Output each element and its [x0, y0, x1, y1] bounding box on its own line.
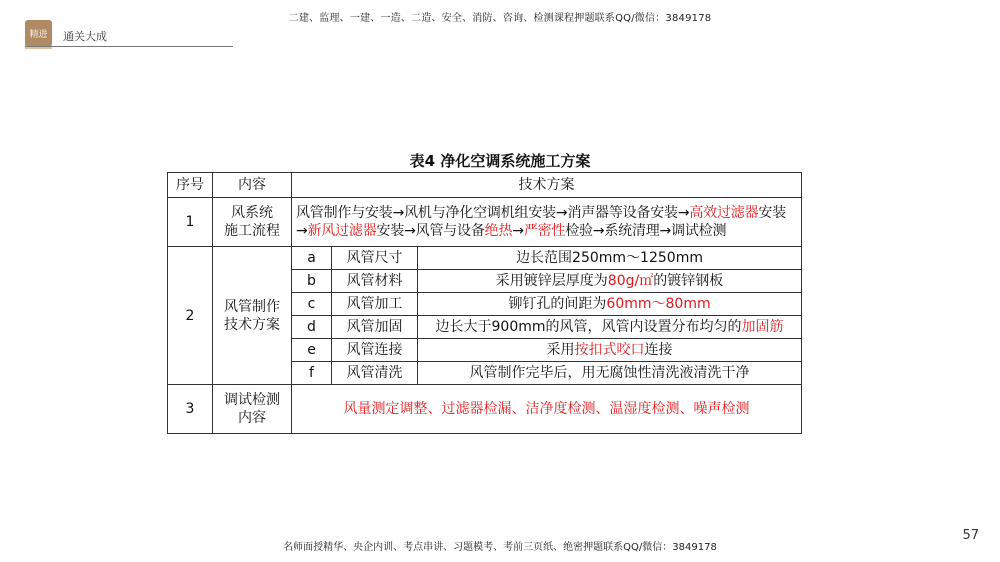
row-content — [213, 385, 292, 434]
row-plan — [292, 198, 802, 247]
plan-highlight: 绝热 — [484, 223, 513, 239]
item-code: a — [292, 247, 332, 270]
table-row — [168, 385, 802, 434]
page-number: 57 — [962, 528, 979, 543]
table-row — [168, 247, 802, 270]
content-line: 风系统 — [231, 205, 273, 221]
item-code: f — [292, 362, 332, 385]
row-plan: 风量测定调整、过滤器检漏、洁净度检测、温湿度检测、噪声检测 — [292, 385, 802, 434]
header-cell-plan: 技术方案 — [292, 173, 802, 198]
construction-plan-table — [167, 172, 802, 434]
logo-underline — [25, 47, 52, 49]
content-line: 施工流程 — [224, 223, 280, 239]
item-desc: 采用镀锌层厚度为80g/㎡的镀锌钢板 — [418, 270, 802, 293]
plan-highlight: 高效过滤器 — [689, 205, 759, 221]
item-desc: 采用按扣式咬口连接 — [418, 339, 802, 362]
item-desc: 铆钉孔的间距为60mm～80mm — [418, 293, 802, 316]
row-content — [213, 247, 292, 385]
plan-highlight: 严密性 — [523, 223, 566, 239]
content-line: 调试检测 — [224, 392, 280, 408]
row-number: 3 — [168, 385, 213, 434]
item-desc: 边长大于900mm的风管，风管内设置分布均匀的加固筋 — [418, 316, 802, 339]
table-title: 表4 净化空调系统施工方案 — [409, 152, 591, 170]
top-contact-banner: 二建、监理、一建、一造、二造、安全、消防、咨询、检测课程押题联系QQ/微信：3849178 — [288, 13, 712, 24]
content-line: 风管制作 — [224, 298, 280, 315]
plan-text: 安装→ — [296, 205, 786, 239]
item-name: 风管材料 — [332, 270, 418, 293]
header-divider — [25, 46, 233, 47]
item-name: 风管加工 — [332, 293, 418, 316]
bottom-contact-banner: 名师面授精华、央企内训、考点串讲、习题模考、考前三页纸、绝密押题联系QQ/微信：3849178 — [283, 542, 717, 553]
plan-text: 风管制作与安装→风机与净化空调机组安装→消声器等设备安装→ — [296, 205, 690, 221]
item-name: 风管加固 — [332, 316, 418, 339]
item-code: d — [292, 316, 332, 339]
item-name: 风管连接 — [332, 339, 418, 362]
item-code: c — [292, 293, 332, 316]
logo-text: 精进 — [29, 30, 48, 40]
plan-text: 检验→系统清理→调试检测 — [565, 223, 727, 239]
item-desc: 边长范围250mm～1250mm — [418, 247, 802, 270]
content-line: 技术方案 — [224, 316, 280, 333]
item-name: 风管清洗 — [332, 362, 418, 385]
brand-logo — [25, 20, 52, 47]
content-line: 内容 — [238, 410, 266, 426]
brand-name: 通关大成 — [63, 30, 107, 43]
item-name: 风管尺寸 — [332, 247, 418, 270]
plan-highlight: 新风过滤器 — [307, 223, 377, 239]
header-cell-content: 内容 — [213, 173, 292, 198]
header-cell-number: 序号 — [168, 173, 213, 198]
row-number: 1 — [168, 198, 213, 247]
row-number: 2 — [168, 247, 213, 385]
row-content — [213, 198, 292, 247]
table-row — [168, 198, 802, 247]
plan-text: → — [512, 223, 524, 239]
item-code: b — [292, 270, 332, 293]
table-header-row — [168, 173, 802, 198]
plan-text: 安装→风管与设备 — [376, 223, 485, 239]
item-code: e — [292, 339, 332, 362]
item-desc: 风管制作完毕后，用无腐蚀性清洗液清洗干净 — [418, 362, 802, 385]
